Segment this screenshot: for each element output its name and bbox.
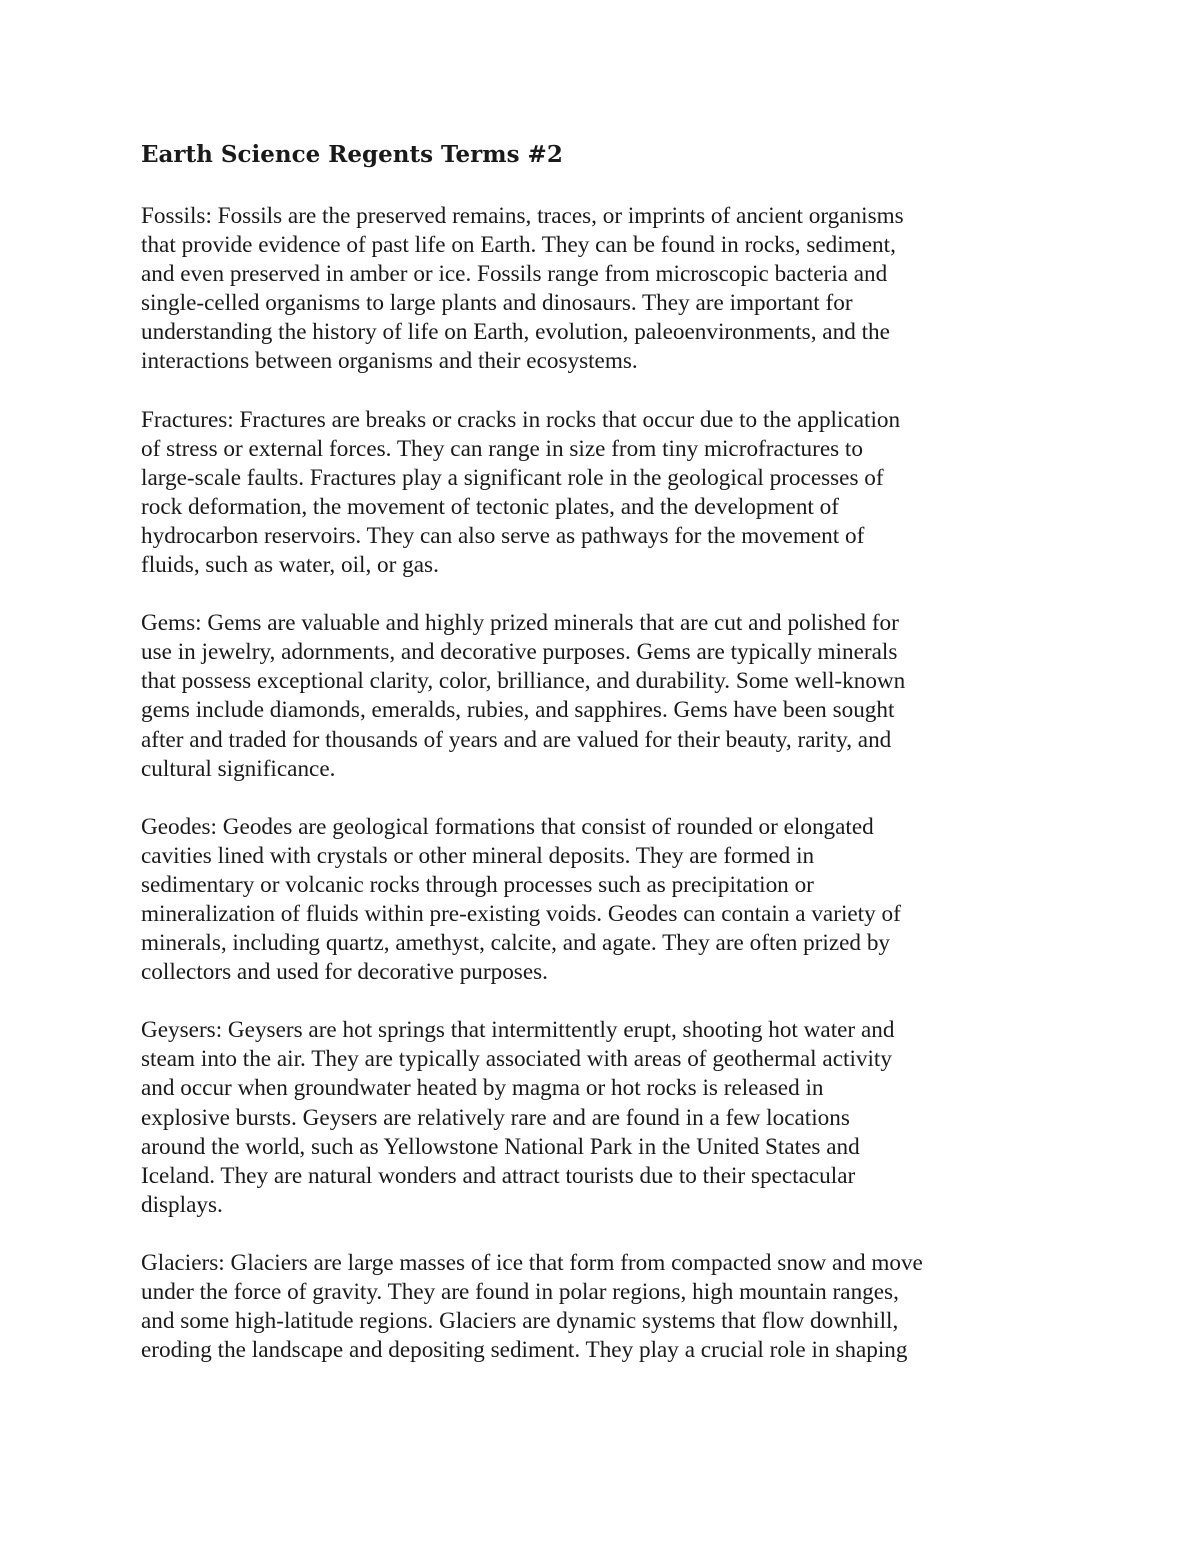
paragraph-fractures: Fractures: Fractures are breaks or cracks in rocks that occur due to the application of stress or external forces. They can range in size from tiny microfractures to large-scale faults. Fractures play a significant role in the geological processes of rock deformation, the movement of tectonic plates, and the development of hydrocarbon reservoirs. They can also serve as pathways for the movement of fluids, such as water, oil, or gas. bbox=[141, 406, 901, 579]
paragraph-geysers: Geysers: Geysers are hot springs that intermittently erupt, shooting hot water and steam into the air. They are typically associated with areas of geothermal activity and occur when groundwater heated by magma or hot rocks is released in explosive bursts. Geysers are relatively rare and are found in a few locations around the world, such as Yellowstone National Park in the United States and Iceland. They are natural wonders and attract tourists due to their spectacular displays. bbox=[141, 1017, 895, 1218]
document-title: Earth Science Regents Terms #2 bbox=[141, 141, 563, 168]
paragraph-glaciers: Glaciers: Glaciers are large masses of ice that form from compacted snow and move under the force of gravity. They are found in polar regions, high mountain ranges, and some high-latitude regions. Glaciers are dynamic systems that flow downhill, eroding the landscape and depositing sediment. They play a crucial role in shaping bbox=[141, 1249, 923, 1364]
paragraph-fossils: Fossils: Fossils are the preserved remains, traces, or imprints of ancient organisms that provide evidence of past life on Earth. They can be found in rocks, sediment, and even preserved in amber or ice. Fossils range from microscopic bacteria and single-celled organisms to large plants and dinosaurs. They are important for understanding the history of life on Earth, evolution, paleoenvironments, and the interactions between organisms and their ecosystems. bbox=[141, 203, 904, 375]
paragraph-geodes: Geodes: Geodes are geological formations that consist of rounded or elongated cavities lined with crystals or other mineral deposits. They are formed in sedimentary or volcanic rocks through processes such as precipitation or mineralization of fluids within pre-existing voids. Geodes can contain a variety of minerals, including quartz, amethyst, calcite, and agate. They are often prized by collectors and used for decorative purposes. bbox=[141, 813, 901, 986]
paragraph-gems: Gems: Gems are valuable and highly prized minerals that are cut and polished for use in jewelry, adornments, and decorative purposes. Gems are typically minerals that possess exceptional clarity, color, brilliance, and durability. Some well-known gems include diamonds, emeralds, rubies, and sapphires. Gems have been sought after and traded for thousands of years and are valued for their beauty, rarity, and cultural significance. bbox=[141, 610, 906, 782]
document-body bbox=[141, 202, 1066, 1394]
